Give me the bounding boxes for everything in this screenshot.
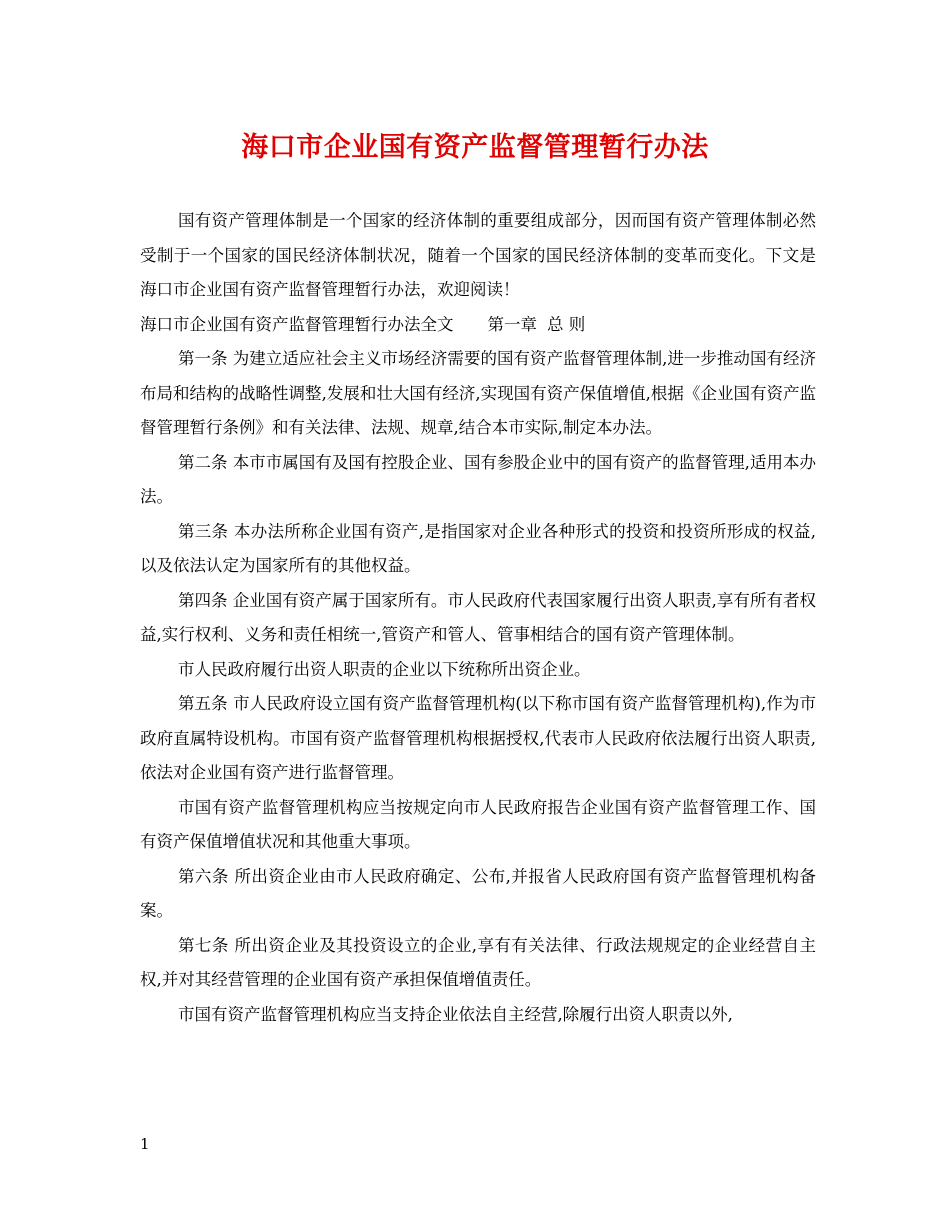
article-paragraph: 第六条 所出资企业由市人民政府确定、公布,并报省人民政府国有资产监督管理机构备案。 — [140, 866, 816, 920]
intro-paragraph: 国有资产管理体制是一个国家的经济体制的重要组成部分，因而国有资产管理体制必然受制于一个国家的国民经济体制状况，随着一个国家的国民经济体制的变革而变化。下文是海口市企业国有资产监督管理暂行办法，欢迎阅读！ — [140, 211, 816, 299]
page-number: 1 — [140, 1135, 150, 1153]
chapter-prefix: 第一章 — [487, 314, 537, 334]
document-title: 海口市企业国有资产监督管理暂行办法 — [241, 132, 709, 163]
article-paragraph: 市人民政府履行出资人职责的企业以下统称所出资企业。 — [177, 659, 591, 679]
article-paragraph: 第一条 为建立适应社会主义市场经济需要的国有资产监督管理体制,进一步推动国有经济布局和结构的战略性调整,发展和壮大国有经济,实现国有资产保值增值,根据《企业国有资产监督管理暂行条例》和有关法律、法规、规章,结合本市实际,制定本办法。 — [140, 349, 816, 437]
fulltext-label: 海口市企业国有资产监督管理暂行办法全文 — [140, 314, 454, 334]
document-body — [140, 204, 816, 1032]
article-paragraph: 市国有资产监督管理机构应当支持企业依法自主经营,除履行出资人职责以外, — [177, 1004, 733, 1024]
article-paragraph: 第三条 本办法所称企业国有资产,是指国家对企业各种形式的投资和投资所形成的权益,以及依法认定为国家所有的其他权益。 — [140, 521, 816, 575]
fulltext-heading-line — [140, 308, 816, 343]
article-paragraph: 第七条 所出资企业及其投资设立的企业,享有有关法律、行政法规规定的企业经营自主权,并对其经营管理的企业国有资产承担保值增值责任。 — [140, 935, 816, 989]
article-paragraph: 第四条 企业国有资产属于国家所有。市人民政府代表国家履行出资人职责,享有所有者权益,实行权利、义务和责任相统一,管资产和管人、管事相结合的国有资产管理体制。 — [140, 590, 816, 644]
article-paragraph: 第二条 本市市属国有及国有控股企业、国有参股企业中的国有资产的监督管理,适用本办法。 — [140, 452, 816, 506]
chapter-name: 总 则 — [547, 314, 586, 334]
article-paragraph: 市国有资产监督管理机构应当按规定向市人民政府报告企业国有资产监督管理工作、国有资产保值增值状况和其他重大事项。 — [140, 797, 816, 851]
article-paragraph: 第五条 市人民政府设立国有资产监督管理机构(以下称市国有资产监督管理机构),作为市政府直属特设机构。市国有资产监督管理机构根据授权,代表市人民政府依法履行出资人职责,依法对企业国有资产进行监督管理。 — [140, 694, 816, 782]
